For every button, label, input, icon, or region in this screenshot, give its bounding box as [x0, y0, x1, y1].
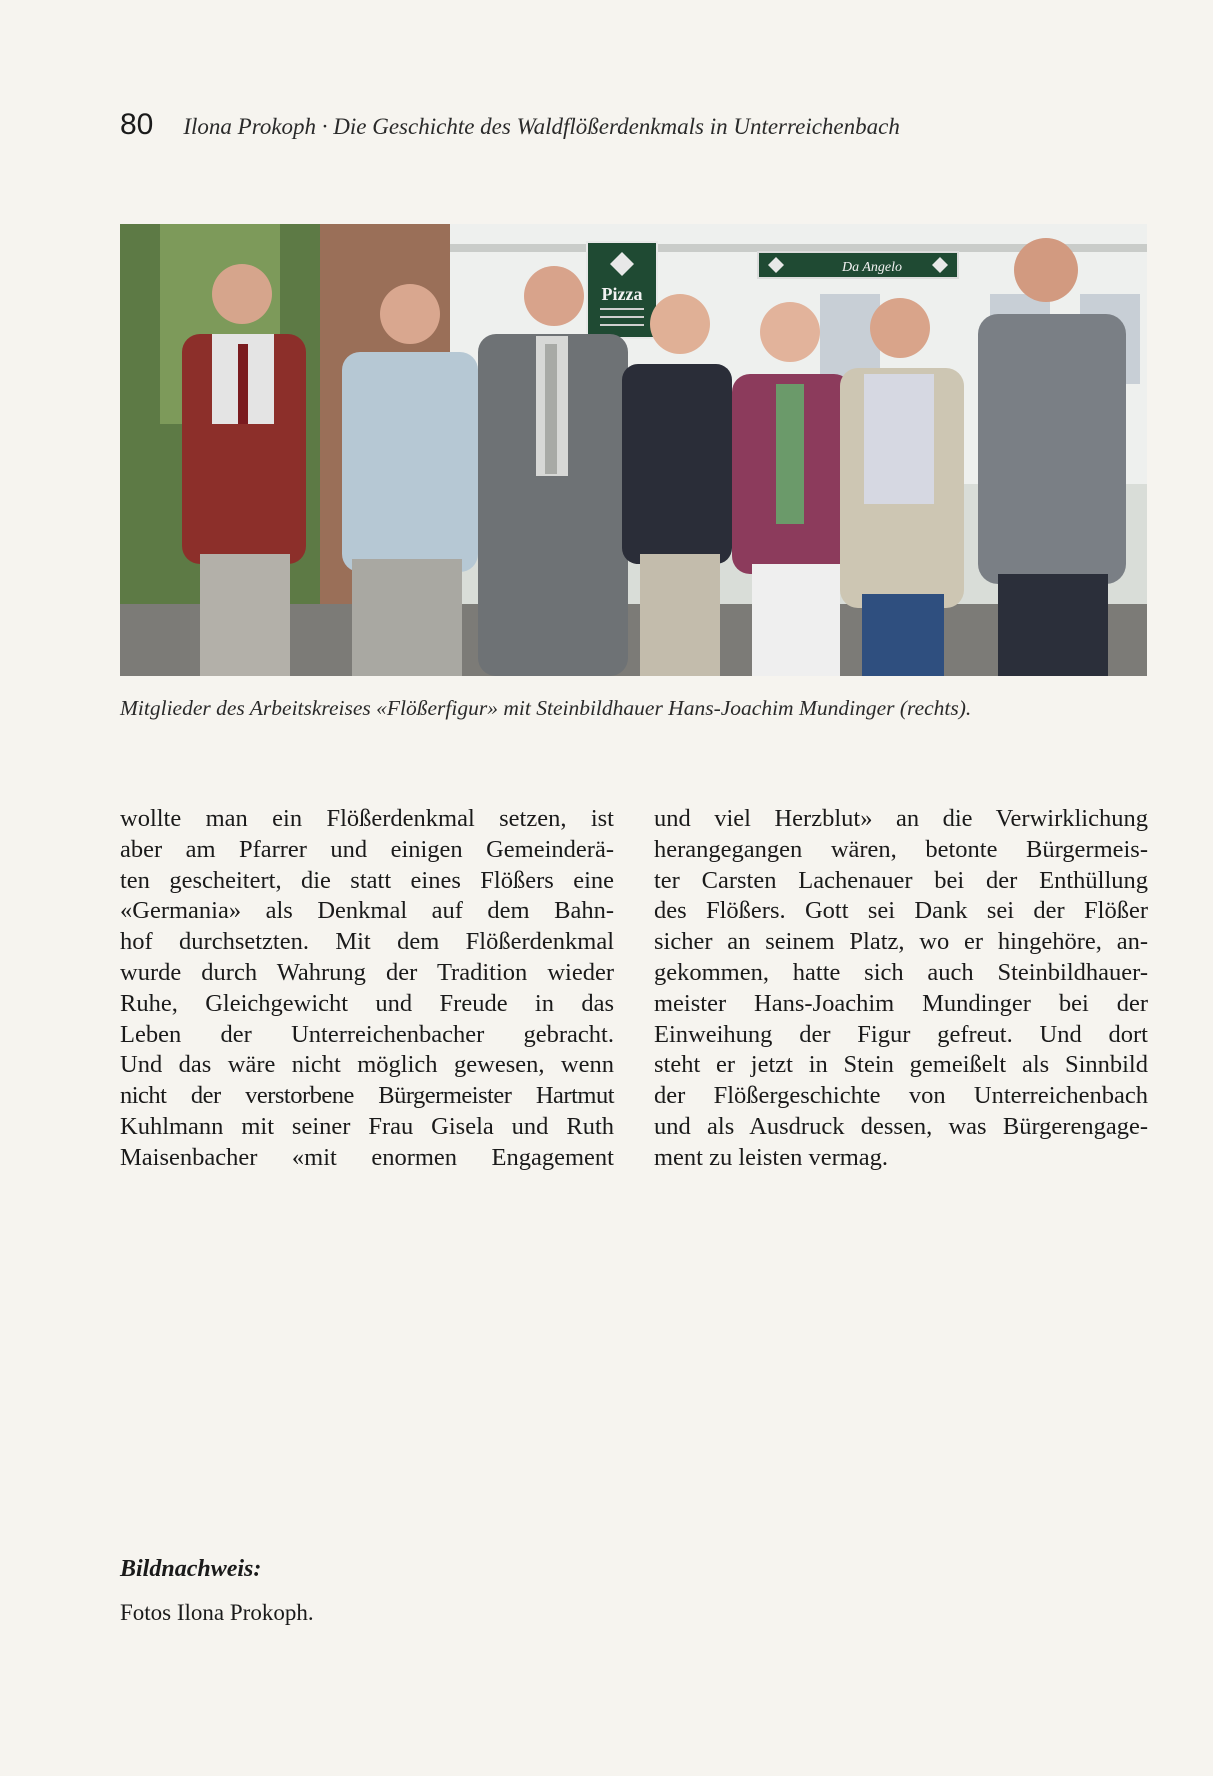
- text-line: der Flößergeschichte von Unterreichenbach: [654, 1082, 1148, 1110]
- text-line: «Germania» als Denkmal auf dem Bahn-: [120, 897, 614, 925]
- text-line: und als Ausdruck dessen, was Bürgerengage-: [654, 1112, 1148, 1140]
- text-line: des Flößers. Gott sei Dank sei der Flößer: [654, 897, 1148, 925]
- text-line: wurde durch Wahrung der Tradition wieder: [120, 958, 614, 986]
- text-line: und viel Herzblut» an die Verwirklichung: [654, 805, 1148, 832]
- page-number: 80: [120, 108, 154, 141]
- text-line: Leben der Unterreichenbacher gebracht.: [120, 1020, 614, 1048]
- restaurant-sign: [758, 252, 958, 278]
- text-column-left: [120, 804, 614, 1174]
- photo-caption: Mitglieder des Arbeitskreises «Flößerfigur» mit Steinbildhauer Hans-Joachim Mundinger (rechts).: [120, 696, 972, 720]
- text-line: meister Hans-Joachim Mundinger bei der: [654, 989, 1148, 1017]
- text-line: ment zu leisten vermag.: [654, 1143, 889, 1171]
- text-line: herangegangen wären, betonte Bürgermeis-: [654, 835, 1148, 863]
- text-line: nicht der verstorbene Bürgermeister Hartmut: [120, 1082, 614, 1110]
- text-line: Maisenbacher «mit enormen Engagement: [120, 1143, 614, 1171]
- text-line: ten gescheitert, die statt eines Flößers eine: [120, 866, 614, 894]
- text-line: wollte man ein Flößerdenkmal setzen, ist: [120, 805, 614, 832]
- text-line: Ruhe, Gleichgewicht und Freude in das: [120, 989, 614, 1017]
- pizza-sign-text: Pizza: [601, 284, 643, 304]
- pizza-sign: [587, 242, 657, 338]
- running-title: Ilona Prokoph · Die Geschichte des Waldflößerdenkmals in Unterreichenbach: [183, 114, 900, 139]
- text-line: ter Carsten Lachenauer bei der Enthüllung: [654, 866, 1148, 894]
- group-photo: [120, 224, 1147, 676]
- credits-heading: Bildnachweis:: [120, 1556, 262, 1582]
- text-column-right: [654, 804, 1148, 1174]
- image-credits: [120, 1556, 620, 1626]
- text-line: hof durchsetzten. Mit dem Flößerdenkmal: [120, 928, 614, 956]
- page-header: [120, 108, 1120, 148]
- text-line: gekommen, hatte sich auch Steinbildhauer-: [654, 958, 1148, 986]
- text-line: Und das wäre nicht möglich gewesen, wenn: [120, 1051, 614, 1079]
- restaurant-sign-text: Da Angelo: [841, 260, 903, 275]
- text-line: sicher an seinem Platz, wo er hingehöre, an-: [654, 928, 1148, 956]
- text-line: Kuhlmann mit seiner Frau Gisela und Ruth: [120, 1112, 614, 1140]
- text-line: steht er jetzt in Stein gemeißelt als Sinnbild: [654, 1051, 1148, 1079]
- text-line: aber am Pfarrer und einigen Gemeinderä-: [120, 835, 614, 863]
- credits-text: Fotos Ilona Prokoph.: [120, 1600, 314, 1625]
- text-line: Einweihung der Figur gefreut. Und dort: [654, 1020, 1148, 1048]
